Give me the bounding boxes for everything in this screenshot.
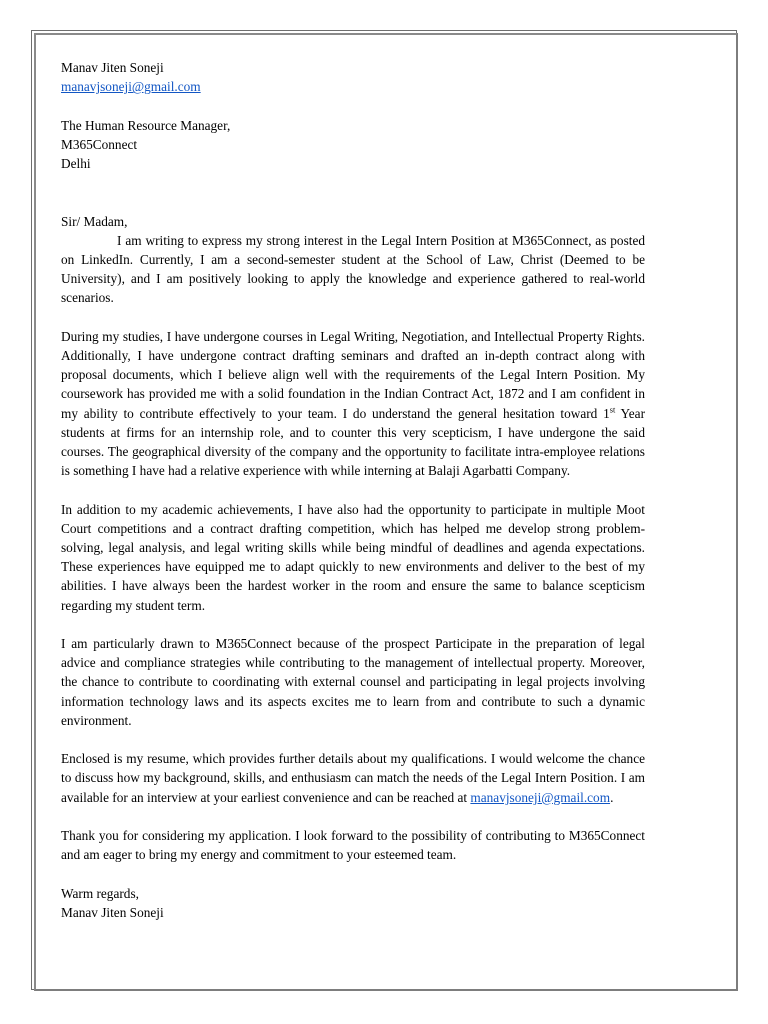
recipient-title: The Human Resource Manager, (61, 117, 231, 133)
recipient-block (61, 116, 645, 174)
signoff-closing: Warm regards, (61, 885, 139, 901)
paragraph-achievements: In addition to my academic achievements, I have also had the opportunity to participate in multiple Moot Court competitions and a contract drafting competition, which has helped me develop strong problem-solving, legal analysis, and legal writing skills while being mindful of deadlines and agenda expectations. These experiences have equipped me to adapt quickly to new environments and deliver to the best of my abilities. I have always been the hardest worker in the room and ensure the same to balance scepticism regarding my student term. (61, 501, 645, 613)
signoff-name: Manav Jiten Soneji (61, 904, 164, 920)
sender-block (61, 58, 645, 96)
paragraph-resume-part2: . (610, 789, 614, 805)
paragraph-resume (61, 749, 645, 807)
paragraph-closing: Thank you for considering my application. I look forward to the possibility of contributing to M365Connect and am eager to bring my energy and commitment to your esteemed team. (61, 828, 645, 863)
inline-email-link[interactable]: manavjsoneji@gmail.com (470, 789, 611, 805)
spacer (61, 308, 645, 327)
recipient-company: M365Connect (61, 136, 138, 152)
signoff-block (61, 884, 645, 922)
paragraph-studies-part1: During my studies, I have undergone courses in Legal Writing, Negotiation, and Intellectual Property Rights. Additionally, I have undergone contract drafting seminars and drafted an in-depth contract along with proposal documents, which I believe align well with the requirements of the Legal Intern Position. My coursework has provided me with a solid foundation in the Indian Contract Act, 1872 and I am confident in my ability to contribute effectively to your team. I do understand the general hesitation toward 1 (61, 328, 645, 421)
letter-content (61, 58, 645, 922)
spacer (61, 480, 645, 499)
paragraph-studies (61, 327, 645, 481)
spacer (61, 96, 645, 115)
spacer (61, 807, 645, 826)
salutation: Sir/ Madam, (61, 213, 128, 229)
paragraph-resume-part1: Enclosed is my resume, which provides further details about my qualifications. I would welcome the chance to discuss how my background, skills, and enthusiasm can match the needs of the Legal Intern Position. I am available for an interview at your earliest convenience and can be reached at (61, 751, 645, 805)
sender-name: Manav Jiten Soneji (61, 60, 164, 75)
paragraph-motivation: I am particularly drawn to M365Connect because of the prospect Participate in the preparation of legal advice and compliance strategies while contributing to the management of intellectual property. Moreover, the chance to contribute to coordinating with external counsel and participating in legal projects involving information technology laws and its aspects excites me to learn from and contribute to such a dynamic environment. (61, 636, 645, 728)
spacer (61, 730, 645, 749)
spacer (61, 864, 645, 883)
sender-email-link[interactable]: manavjsoneji@gmail.com (61, 79, 201, 95)
paragraph-intro: I am writing to express my strong interest in the Legal Intern Position at M365Connect, as posted on LinkedIn. Currently, I am a second-semester student at the School of Law, Christ (Deemed to be University), and I am positively looking to apply the knowledge and experience gathered to real-world scenarios. (61, 232, 645, 306)
ordinal-suffix: st (609, 405, 616, 415)
recipient-city: Delhi (61, 156, 91, 171)
spacer (61, 173, 645, 192)
spacer (61, 615, 645, 634)
paragraph-studies-part2: Year students at firms for an internship role, and to counter this very scepticism, I have undergone the said courses. The geographical diversity of the company and the opportunity to facilitate intra-employee relations is something I have had a relative experience with while interning at Balaji Agarbatti Company. (61, 405, 645, 479)
